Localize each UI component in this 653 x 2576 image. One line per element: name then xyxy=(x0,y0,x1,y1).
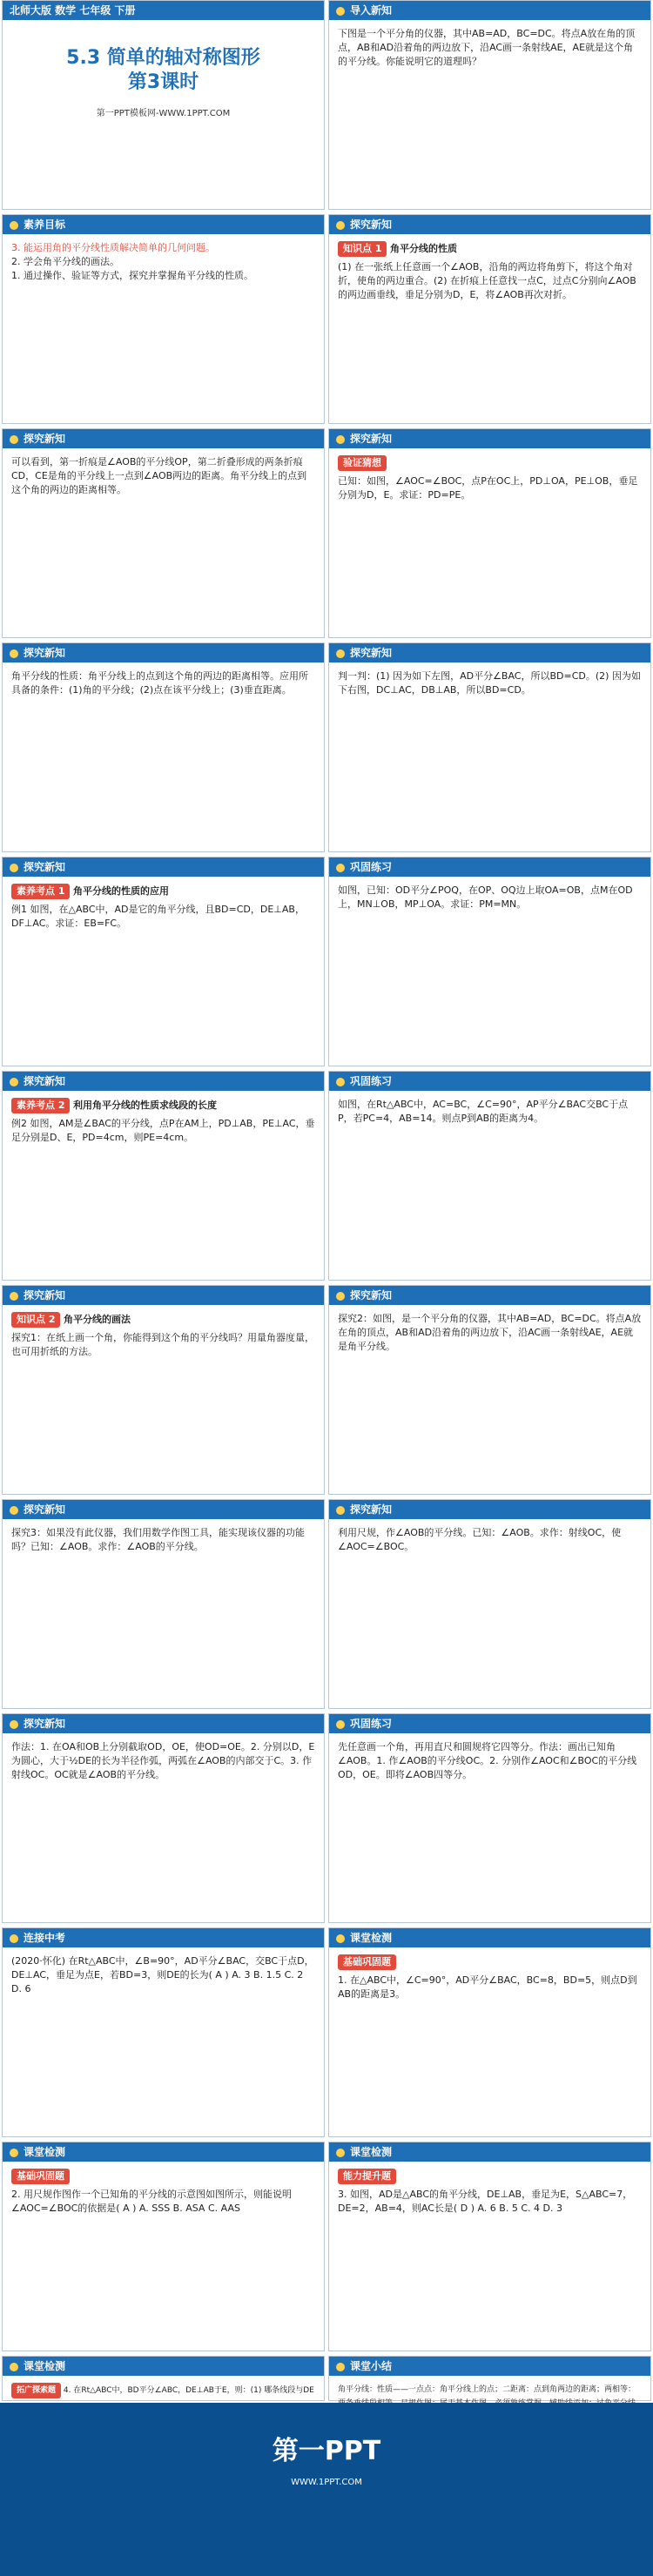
header-label: 巩固练习 xyxy=(350,861,393,873)
lesson-title: 5.3 简单的轴对称图形 xyxy=(66,47,260,69)
slide-text: 下图是一个平分角的仪器，其中AB=AD，BC=DC。将点A放在角的顶点，AB和AD沿着角的两边放下，沿AC画一条射线AE，AE就是这个角的平分线。你能说明它的道理吗？ xyxy=(338,28,636,67)
dot-icon xyxy=(10,2149,18,2157)
slide-header xyxy=(329,1286,650,1305)
slide-test-4 xyxy=(2,2356,325,2401)
slide-text: 例2 如图，AM是∠BAC的平分线，点P在AM上，PD⊥AB，PE⊥AC，垂足分别是D、E，PD=4cm，则PE=4cm。 xyxy=(11,1118,315,1143)
slide-explore-4 xyxy=(2,642,325,852)
slide-test-2 xyxy=(2,2142,325,2351)
slide-text: 角平分线的性质：角平分线上的点到这个角的两边的距离相等。应用所具备的条件：(1)角的平分线；(2)点在该平分线上；(3)垂直距离。 xyxy=(11,670,308,696)
header-label: 课堂检测 xyxy=(24,2146,66,2158)
dot-icon xyxy=(336,864,345,872)
dot-icon xyxy=(10,1720,18,1729)
slide-text: 探究3：如果没有此仪器，我们用数学作图工具，能实现该仪器的功能吗？已知：∠AOB。求作：∠AOB的平分线。 xyxy=(11,1527,305,1552)
slide-header xyxy=(329,1500,650,1519)
section-title: 角平分线的性质 xyxy=(389,243,457,254)
knowledge-tag: 知识点 1 xyxy=(338,241,387,257)
level-tag: 基础巩固题 xyxy=(338,1954,396,1970)
slide-header xyxy=(329,215,650,234)
slide-header xyxy=(329,858,650,877)
header-label: 探究新知 xyxy=(24,433,66,445)
slide-explore-2 xyxy=(2,428,325,638)
slide-text: 角平分线：性质——一点点：角平分线上的点；二距离：点到角两边的距离；两相等： xyxy=(338,2385,636,2394)
slide-text: 探究1：在纸上画一个角，你能得到这个角的平分线吗？用量角器度量，也可用折纸的方法。 xyxy=(11,1332,314,1357)
slide-explore-5 xyxy=(328,642,651,852)
slide-test-3 xyxy=(328,2142,651,2351)
header-label: 素养目标 xyxy=(24,219,66,231)
goal-item: 2. 学会角平分线的画法。 xyxy=(11,256,119,267)
slide-header xyxy=(329,2357,650,2376)
slide-text: (2020·怀化) 在Rt△ABC中，∠B=90°，AD平分∠BAC，交BC于点D，DE⊥AC，垂足为点E，若BD=3，则DE的长为( A ) A. 3 B. 1.5 C. 2 D. 6 xyxy=(11,1955,314,1994)
dot-icon xyxy=(10,1934,18,1943)
dot-icon xyxy=(336,2363,345,2371)
header-label: 巩固练习 xyxy=(350,1075,393,1087)
verify-tag: 验证猜想 xyxy=(338,455,387,471)
header-label: 导入新知 xyxy=(350,4,393,17)
dot-icon xyxy=(336,435,345,444)
slide-practice-1 xyxy=(328,857,651,1066)
dot-icon xyxy=(336,1934,345,1943)
slide-header: 北师大版 数学 七年级 下册 xyxy=(3,1,324,20)
slide-text: 作法：1. 在OA和OB上分别截取OD，OE，使OD=OE。2. 分别以D，E为圆心，大于½DE的长为半径作弧，两弧在∠AOB的内部交于C。3. 作射线OC。OC就是∠AOB的平分线。 xyxy=(11,1741,315,1780)
slide-header xyxy=(3,215,324,234)
dot-icon xyxy=(336,2149,345,2157)
slide-text: 1. 在△ABC中，∠C=90°，AD平分∠BAC，BC=8，BD=5，则点D到AB的距离是3。 xyxy=(338,1974,637,2000)
header-label: 课堂检测 xyxy=(350,2146,393,2158)
header-label: 课堂检测 xyxy=(24,2360,66,2372)
slide-header xyxy=(3,858,324,877)
header-label: 探究新知 xyxy=(350,219,393,231)
slide-explore-9 xyxy=(2,1713,325,1923)
slide-practice-3 xyxy=(328,1713,651,1923)
dot-icon xyxy=(336,1078,345,1086)
goal-item: 3. 能运用角的平分线性质解决简单的几何问题。 xyxy=(11,242,215,253)
slide-text: 3. 如图，AD是△ABC的角平分线，DE⊥AB，垂足为E，S△ABC=7，DE=2，AB=4，则AC长是( D ) A. 6 B. 5 C. 4 D. 3 xyxy=(338,2189,633,2214)
header-label: 探究新知 xyxy=(24,1289,66,1301)
slide-text: 利用尺规，作∠AOB的平分线。已知：∠AOB。求作：射线OC，使∠AOC=∠BOC。 xyxy=(338,1527,622,1552)
slide-exam xyxy=(2,1927,325,2137)
slide-text: 判一判：(1) 因为如下左图，AD平分∠BAC，所以BD=CD。(2) 因为如下右图，DC⊥AC，DB⊥AB，所以BD=CD。 xyxy=(338,670,641,696)
dot-icon xyxy=(336,221,345,230)
slide-header xyxy=(3,1286,324,1305)
slide-example-1 xyxy=(2,857,325,1066)
slide-text: 探究2：如图，是一个平分角的仪器，其中AB=AD，BC=DC。将点A放在角的顶点，AB和AD沿着角的两边放下，沿AC画一条射线AE，AE就是角平分线。 xyxy=(338,1313,642,1352)
dot-icon xyxy=(336,7,345,16)
slide-header xyxy=(3,2357,324,2376)
dot-icon xyxy=(10,2363,18,2371)
slide-explore-1 xyxy=(328,214,651,424)
slide-draw-method xyxy=(2,1285,325,1495)
slide-title xyxy=(2,0,325,210)
slide-text: 先任意画一个角，再用直尺和圆规将它四等分。作法：画出已知角∠AOB。1. 作∠AOB的平分线OC。2. 分别作∠AOC和∠BOC的平分线OD，OE。即将∠AOB四等分。 xyxy=(338,1741,637,1780)
slide-header xyxy=(3,1072,324,1091)
knowledge-tag: 知识点 2 xyxy=(11,1312,60,1328)
slide-header xyxy=(3,1714,324,1733)
slide-header xyxy=(329,643,650,662)
header-label: 课堂检测 xyxy=(350,1932,393,1944)
level-tag: 基础巩固题 xyxy=(11,2169,70,2184)
header-label: 探究新知 xyxy=(24,1718,66,1730)
section-title: 角平分线的性质的应用 xyxy=(72,885,169,897)
slide-text: 如图，在Rt△ABC中，AC=BC，∠C=90°，AP平分∠BAC交BC于点P，若PC=4，AB=14。则点P到AB的距离为4。 xyxy=(338,1099,629,1124)
level-tag: 拓广探索题 xyxy=(11,2383,61,2398)
example-tag: 素养考点 1 xyxy=(11,884,70,899)
slide-text: (1) 在一张纸上任意画一个∠AOB，沿角的两边将角剪下，将这个角对折，使角的两边重合。(2) 在折痕上任意找一点C，过点C分别向∠AOB的两边画垂线，垂足分别为D，E，将∠AOB再次对折。 xyxy=(338,261,636,300)
slide-header xyxy=(329,1928,650,1947)
dot-icon xyxy=(336,1720,345,1729)
slide-header xyxy=(3,1500,324,1519)
lesson-note: 第一PPT模板网-WWW.1PPT.COM xyxy=(96,109,231,118)
footer-logo: 第一PPT xyxy=(272,2436,381,2466)
slide-summary xyxy=(328,2356,651,2401)
level-tag: 能力提升题 xyxy=(338,2169,396,2184)
dot-icon xyxy=(10,864,18,872)
dot-icon xyxy=(10,1078,18,1086)
slide-text: 4. 在Rt△ABC中，BD平分∠ABC，DE⊥AB于E，则：(1) 哪条线段与DE xyxy=(63,2386,314,2395)
dot-icon xyxy=(10,649,18,658)
slide-header xyxy=(3,1928,324,1947)
header-label: 探究新知 xyxy=(350,1289,393,1301)
header-label: 巩固练习 xyxy=(350,1718,393,1730)
slide-text: 如图，已知：OD平分∠POQ，在OP、OQ边上取OA=OB，点M在OD上，MN⊥OB，MP⊥OA。求证：PM=MN。 xyxy=(338,884,633,910)
slide-explore-7 xyxy=(2,1499,325,1709)
slide-practice-2 xyxy=(328,1071,651,1281)
dot-icon xyxy=(336,1506,345,1515)
slide-intro xyxy=(328,0,651,210)
slide-header xyxy=(3,643,324,662)
header-label: 探究新知 xyxy=(350,1503,393,1516)
slide-test-1 xyxy=(328,1927,651,2137)
slide-explore-8 xyxy=(328,1499,651,1709)
slide-goals xyxy=(2,214,325,424)
slide-header xyxy=(329,2142,650,2162)
dot-icon xyxy=(10,1292,18,1301)
header-label: 连接中考 xyxy=(24,1932,66,1944)
slide-header xyxy=(3,429,324,448)
slide-text: 例1 如图，在△ABC中，AD是它的角平分线，且BD=CD，DE⊥AB，DF⊥AC。求证：EB=FC。 xyxy=(11,904,305,929)
slide-header xyxy=(329,1,650,20)
slide-header xyxy=(3,2142,324,2162)
example-tag: 素养考点 2 xyxy=(11,1098,70,1113)
header-label: 探究新知 xyxy=(24,1075,66,1087)
footer-url: WWW.1PPT.COM xyxy=(291,2478,362,2487)
section-title: 角平分线的画法 xyxy=(63,1314,131,1325)
slide-text: 已知：如图，∠AOC=∠BOC，点P在OC上，PD⊥OA，PE⊥OB，垂足分别为D，E。求证：PD=PE。 xyxy=(338,475,638,501)
dot-icon xyxy=(336,649,345,658)
header-label: 探究新知 xyxy=(24,861,66,873)
header-label: 探究新知 xyxy=(350,433,393,445)
header-label: 探究新知 xyxy=(24,1503,66,1516)
dot-icon xyxy=(10,1506,18,1515)
section-title: 利用角平分线的性质求线段的长度 xyxy=(72,1100,217,1111)
slide-explore-3 xyxy=(328,428,651,638)
slide-text: 可以看到，第一折痕是∠AOB的平分线OP，第二折叠形成的两条折痕CD，CE是角的平分线上一点到∠AOB两边的距离。角平分线上的点到这个角的两边的距离相等。 xyxy=(11,456,307,495)
dot-icon xyxy=(336,1292,345,1301)
header-label: 探究新知 xyxy=(350,647,393,659)
footer-banner xyxy=(0,2403,653,2576)
header-label: 探究新知 xyxy=(24,647,66,659)
slide-text: 2. 用尺规作图作一个已知角的平分线的示意图如图所示，则能说明∠AOC=∠BOC的依据是( A ) A. SSS B. ASA C. AAS xyxy=(11,2189,292,2214)
slide-explore-6 xyxy=(328,1285,651,1495)
goal-item: 1. 通过操作、验证等方式，探究并掌握角平分线的性质。 xyxy=(11,270,253,281)
slide-header xyxy=(329,429,650,448)
lesson-subtitle: 第3课时 xyxy=(127,71,199,93)
dot-icon xyxy=(10,435,18,444)
header-label: 课堂小结 xyxy=(350,2360,393,2372)
dot-icon xyxy=(10,221,18,230)
slide-example-2 xyxy=(2,1071,325,1281)
slide-header xyxy=(329,1714,650,1733)
slide-header xyxy=(329,1072,650,1091)
